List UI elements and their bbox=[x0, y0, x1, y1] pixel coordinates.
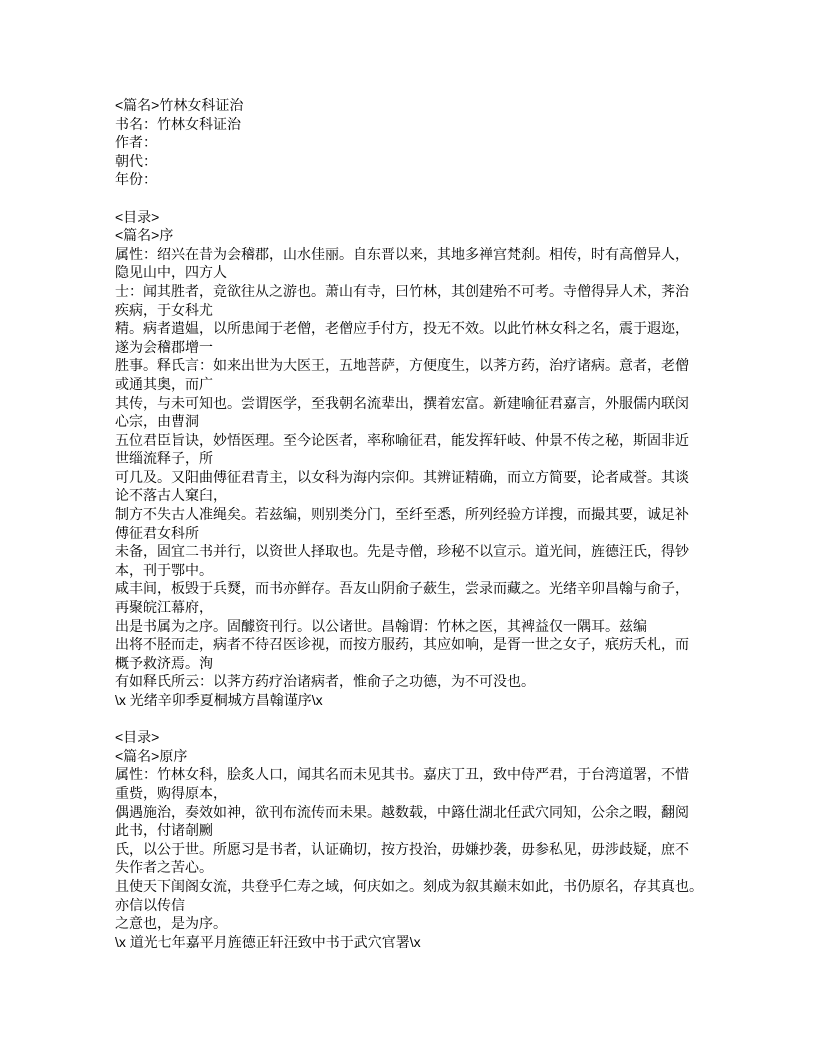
text-line: \x 光绪辛卯季夏桐城方昌翰谨序\x bbox=[115, 692, 323, 708]
text-line: 有如释氏所云：以荠方药疗治诸病者，惟俞子之功德，为不可没也。 bbox=[115, 673, 535, 690]
text-line: 世缁流释子，所 bbox=[115, 450, 213, 467]
text-line: 傅征君女科所 bbox=[115, 524, 199, 541]
text-line: 精。病者遣媪，以所患闻于老僧，老僧应手付方，投无不效。以此竹林女科之名，震于遐迩， bbox=[115, 320, 689, 337]
text-line: 此书，付诸剞劂 bbox=[115, 822, 213, 839]
text-line: 士：闻其胜者，竞欲往从之游也。萧山有寺，曰竹林，其创建殆不可考。寺僧得异人术，荠治 bbox=[115, 282, 689, 299]
text-line: <目录> bbox=[115, 729, 160, 746]
text-line: 隐见山中，四方人 bbox=[115, 264, 227, 281]
text-line: 偶遇施治，奏效如神，欲刊布流传而未果。越数载，中簬仕湖北任武穴同知，公余之暇，翻阅 bbox=[115, 803, 689, 820]
text-line: <篇名>原序 bbox=[115, 747, 188, 764]
text-line: 朝代： bbox=[115, 152, 157, 169]
text-line: 其传，与未可知也。尝谓医学，至我朝名流辈出，撰着宏富。新建喻征君嘉言，外服儒内联闵 bbox=[115, 394, 689, 411]
text-line: 属性：竹林女科，脍炙人口，闻其名而未见其书。嘉庆丁丑，致中侍严君，于台湾道署，不惜 bbox=[115, 766, 689, 783]
text-line: 亦信以传信 bbox=[115, 896, 185, 913]
text-line: 五位君臣旨诀，妙悟医理。至今论医者，率称喻征君，能发挥轩岐、仲景不传之秘，斯固非近 bbox=[115, 431, 689, 448]
text-line: 作者： bbox=[115, 134, 157, 151]
text-line: 未备，固宜二书并行，以资世人择取也。先是寺僧，珍秘不以宣示。道光间，旌德汪氏，得钞 bbox=[115, 543, 689, 560]
text-line: <篇名>序 bbox=[115, 227, 174, 244]
text-line: 遂为会稽郡增一 bbox=[115, 338, 213, 355]
text-line: 制方不失古人准绳矣。若兹编，则别类分门，至纤至悉，所列经验方详搜，而撮其要，诚足补 bbox=[115, 506, 689, 523]
text-line: 本，刊于鄂中。 bbox=[115, 561, 213, 578]
text-line: 论不落古人窠臼， bbox=[115, 487, 227, 504]
text-line: 可几及。又阳曲傅征君青主，以女科为海内宗仰。其辨证精确，而立方简要，论者咸誉。其谈 bbox=[115, 468, 689, 485]
text-line: 书名：竹林女科证治 bbox=[115, 115, 241, 132]
text-line: 且使天下闺阁女流，共登乎仁寿之域，何庆如之。刻成为叙其巅末如此，书仍原名，存其真也。 bbox=[115, 877, 703, 894]
text-line: 出是书属为之序。固醵资刊行。以公诸世。昌翰谓：竹林之医，其裨益仅一隅耳。兹编 bbox=[115, 617, 647, 634]
text-line: \x 道光七年嘉平月旌德正轩汪致中书于武穴官署\x bbox=[115, 933, 421, 950]
text-line: 失作者之苦心。 bbox=[115, 859, 213, 876]
text-line: 再聚皖江幕府， bbox=[115, 599, 213, 616]
text-line: <目录> bbox=[115, 208, 160, 225]
blank-line bbox=[115, 189, 703, 208]
text-line: <篇名>竹林女科证治 bbox=[115, 97, 244, 113]
text-line: 年份： bbox=[115, 171, 157, 188]
text-line: 胜事。释氏言：如来出世为大医王，五地菩萨，方便度生，以荠方药，治疗诸病。意者，老僧 bbox=[115, 357, 689, 374]
text-line: 咸丰间，板毁于兵燹，而书亦鲜存。吾友山阴俞子蘝生，尝录而藏之。光绪辛卯昌翰与俞子， bbox=[115, 580, 689, 597]
text-line: 之意也，是为序。 bbox=[115, 915, 227, 932]
text-line: 心宗，由曹洞 bbox=[115, 413, 199, 430]
text-line: 重赀，购得原本， bbox=[115, 784, 227, 801]
text-line: 或通其奥，而广 bbox=[115, 375, 213, 392]
document-text bbox=[115, 96, 703, 951]
text-line: 出将不胫而走，病者不待召医诊视，而按方服药，其应如响，是胥一世之女子，疧疠夭札，而 bbox=[115, 636, 689, 653]
text-line: 属性：绍兴在昔为会稽郡，山水佳丽。自东晋以来，其地多禅宫梵刹。相传，时有高僧异人， bbox=[115, 245, 689, 262]
blank-line bbox=[115, 710, 703, 729]
text-line: 概予救济焉。洵 bbox=[115, 654, 213, 671]
text-line: 疾病，于女科尤 bbox=[115, 301, 213, 318]
text-line: 氏，以公于世。所愿习是书者，认证确切，按方投治，毋嫌抄袭，毋参私见，毋涉歧疑，庶不 bbox=[115, 840, 689, 857]
